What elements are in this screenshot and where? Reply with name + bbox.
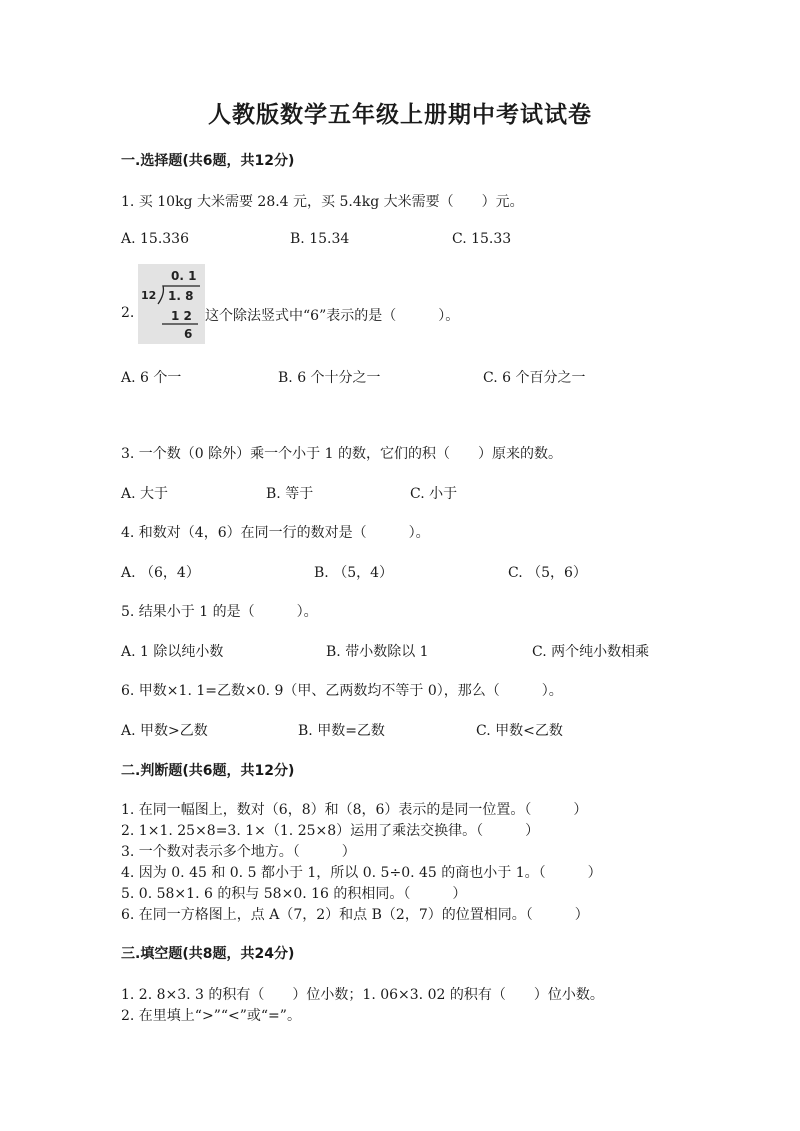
question-3-stem: 3. 一个数（0 除外）乘一个小于 1 的数，它们的积（ ）原来的数。	[121, 446, 562, 462]
question-5-option-b: B. 带小数除以 1	[326, 644, 429, 660]
question-3-option-a: A. 大于	[121, 486, 169, 502]
question-1-option-c: C. 15.33	[452, 231, 512, 247]
division-dividend: 1. 8	[168, 289, 194, 303]
question-3-option-b: B. 等于	[266, 486, 314, 502]
question-4-option-b: B. （5，4）	[314, 565, 394, 581]
question-1-option-a: A. 15.336	[121, 231, 189, 247]
question-3-option-c: C. 小于	[410, 486, 458, 502]
question-5-option-c: C. 两个纯小数相乘	[532, 644, 650, 660]
question-6-option-c: C. 甲数<乙数	[476, 723, 563, 739]
section-heading-judgement: 二.判断题(共6题，共12分)	[121, 763, 295, 779]
judgement-item-4: 4. 因为 0. 45 和 0. 5 都小于 1，所以 0. 5÷0. 45 的商也小于 1。（ ）	[121, 865, 602, 881]
question-2-option-a: A. 6 个一	[121, 370, 182, 386]
judgement-item-5: 5. 0. 58×1. 6 的积与 58×0. 16 的积相同。（ ）	[121, 886, 467, 902]
question-6-option-a: A. 甲数>乙数	[121, 723, 208, 739]
judgement-item-2: 2. 1×1. 25×8=3. 1×（1. 25×8）运用了乘法交换律。（ ）	[121, 823, 540, 839]
question-6-stem: 6. 甲数×1. 1=乙数×0. 9（甲、乙两数均不等于 0），那么（ ）。	[121, 683, 563, 699]
question-4-option-c: C. （5，6）	[508, 565, 587, 581]
question-2-option-b: B. 6 个十分之一	[278, 370, 381, 386]
question-5-option-a: A. 1 除以纯小数	[121, 644, 224, 660]
division-remainder: 6	[184, 327, 193, 341]
question-4-stem: 4. 和数对（4，6）在同一行的数对是（ ）。	[121, 525, 430, 541]
question-2-number: 2.	[121, 305, 135, 321]
section-heading-choice: 一.选择题(共6题，共12分)	[121, 153, 295, 169]
question-5-stem: 5. 结果小于 1 的是（ ）。	[121, 604, 318, 620]
division-product: 1 2	[171, 309, 192, 323]
question-1-option-b: B. 15.34	[290, 231, 350, 247]
fill-blank-item-2: 2. 在里填上“>”“<”或“=”。	[121, 1008, 301, 1024]
question-6-option-b: B. 甲数=乙数	[298, 723, 385, 739]
judgement-item-3: 3. 一个数对表示多个地方。（ ）	[121, 844, 356, 860]
judgement-item-6: 6. 在同一方格图上，点 A（7，2）和点 B（2，7）的位置相同。（ ）	[121, 907, 589, 923]
division-quotient: 0. 1	[171, 269, 197, 283]
fill-blank-item-1: 1. 2. 8×3. 3 的积有（ ）位小数；1. 06×3. 02 的积有（ ）位小数。	[121, 987, 604, 1003]
division-divisor: 12	[141, 289, 157, 302]
exam-title: 人教版数学五年级上册期中考试试卷	[208, 102, 592, 128]
section-heading-fill-blank: 三.填空题(共8题，共24分)	[121, 946, 295, 962]
question-4-option-a: A. （6，4）	[121, 565, 200, 581]
question-2-option-c: C. 6 个百分之一	[483, 370, 586, 386]
long-division-figure	[138, 264, 205, 344]
question-1-stem: 1. 买 10kg 大米需要 28.4 元，买 5.4kg 大米需要（ ）元。	[121, 194, 524, 210]
judgement-item-1: 1. 在同一幅图上，数对（6，8）和（8，6）表示的是同一位置。（ ）	[121, 802, 588, 818]
question-2-stem: 这个除法竖式中“6”表示的是（ ）。	[205, 308, 460, 324]
